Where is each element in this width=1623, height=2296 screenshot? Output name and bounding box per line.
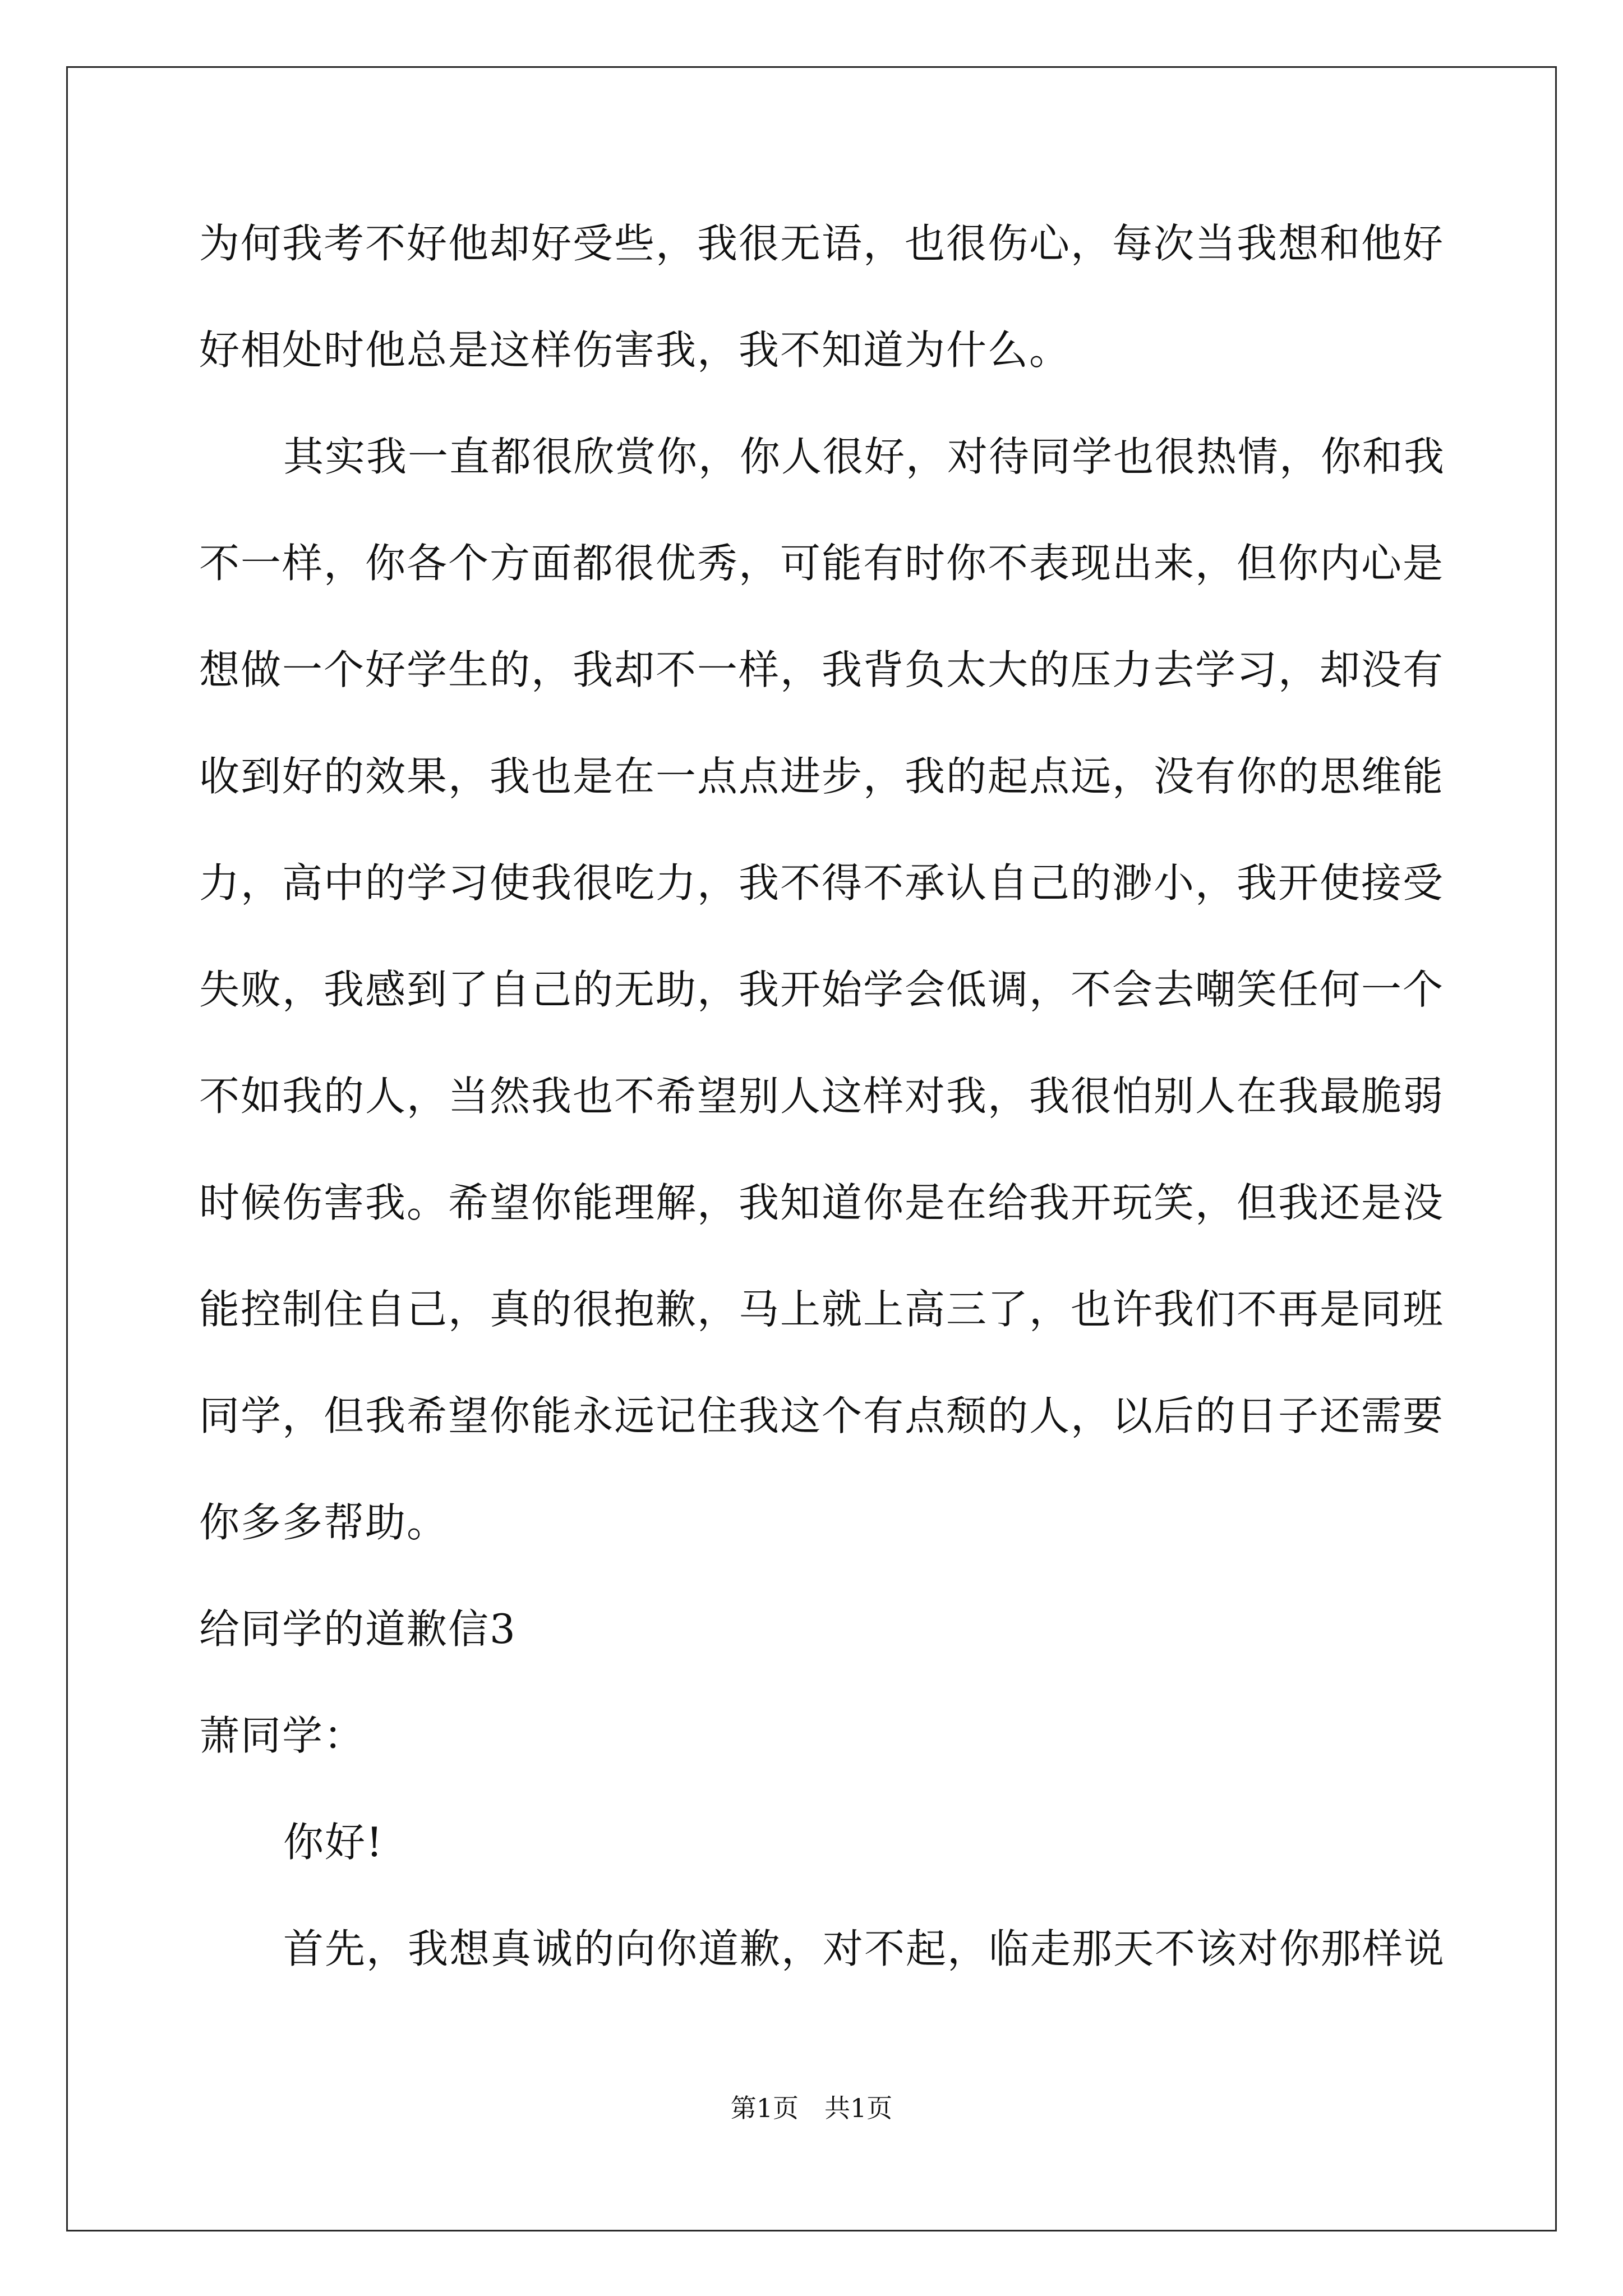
text-line: 为何我考不好他却好受些，我很无语，也很伤心，每次当我想和他好: [199, 220, 1445, 267]
page-footer: 第1页 共1页: [730, 2093, 893, 2123]
text-line: 其实我一直都很欣赏你，你人很好，对待同学也很热情，你和我: [283, 433, 1446, 480]
text-line: 好相处时他总是这样伤害我，我不知道为什么。: [199, 326, 1071, 374]
text-line: 力，高中的学习使我很吃力，我不得不承认自己的渺小，我开使接受: [199, 859, 1445, 907]
section-title: 给同学的道歉信3: [199, 1605, 517, 1653]
text-line: 同学，但我希望你能永远记住我这个有点颓的人，以后的日子还需要: [199, 1392, 1445, 1439]
text-line: 时候伤害我。希望你能理解，我知道你是在给我开玩笑，但我还是没: [199, 1179, 1445, 1226]
page-border: [66, 66, 1557, 2231]
text-line: 失败，我感到了自己的无助，我开始学会低调，不会去嘲笑任何一个: [199, 966, 1445, 1013]
text-line: 想做一个好学生的，我却不一样，我背负太大的压力去学习，却没有: [199, 646, 1445, 693]
greeting: 你好!: [283, 1819, 384, 1866]
salutation: 萧同学：: [199, 1712, 366, 1759]
text-line: 不一样，你各个方面都很优秀，可能有时你不表现出来，但你内心是: [199, 540, 1445, 587]
text-line: 能控制住自己，真的很抱歉，马上就上高三了，也许我们不再是同班: [199, 1286, 1445, 1333]
text-line: 不如我的人，当然我也不希望别人这样对我，我很怕别人在我最脆弱: [199, 1073, 1445, 1120]
text-line: 你多多帮助。: [199, 1499, 449, 1546]
text-line: 收到好的效果，我也是在一点点进步，我的起点远，没有你的思维能: [199, 753, 1445, 800]
text-line: 首先，我想真诚的向你道歉，对不起，临走那天不该对你那样说: [283, 1925, 1446, 1972]
